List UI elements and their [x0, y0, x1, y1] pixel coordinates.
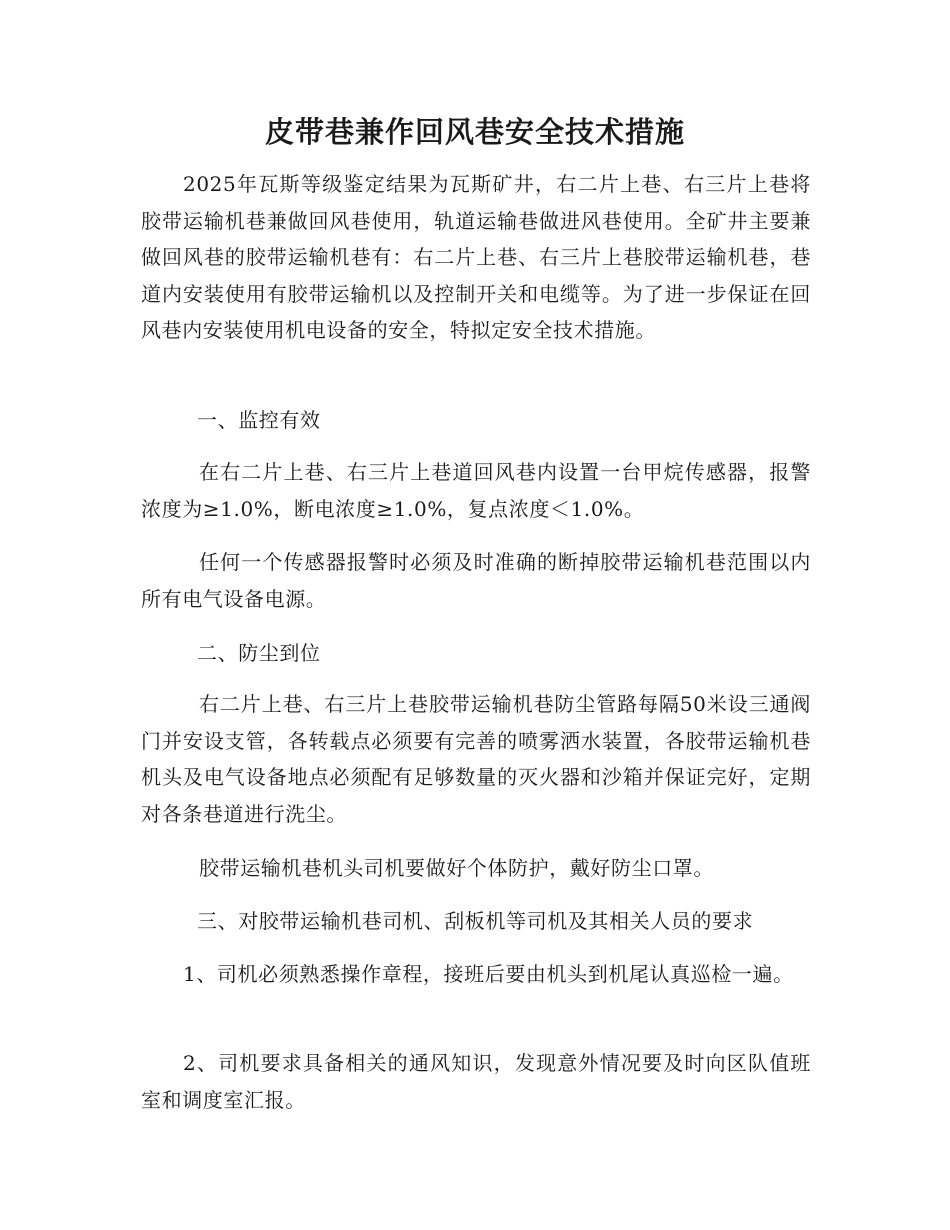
section3-item-2: 2、司机要求具备相关的通风知识，发现意外情况要及时向区队值班室和调度室汇报。	[141, 1051, 811, 1112]
document-title: 皮带巷兼作回风巷安全技术措施	[264, 115, 685, 149]
section3-heading: 三、对胶带运输机巷司机、刮板机等司机及其相关人员的要求	[197, 909, 754, 933]
section2-heading: 二、防尘到位	[197, 641, 321, 665]
section1-paragraph-2: 任何一个传感器报警时必须及时准确的断掉胶带运输机巷范围以内所有电气设备电源。	[141, 550, 811, 611]
section3-item-1: 1、司机必须熟悉操作章程，接班后要由机头到机尾认真巡检一遍。	[183, 962, 794, 986]
section2-paragraph-2: 胶带运输机巷机头司机要做好个体防护，戴好防尘口罩。	[199, 856, 714, 880]
section2-paragraph-1: 右二片上巷、右三片上巷胶带运输机巷防尘管路每隔50米设三通阀门并安设支管，各转载点必须要有完善的喷雾洒水装置，各胶带运输机巷机头及电气设备地点必须配有足够数量的灭火器和沙箱并保证完好，定期对各条巷道进行洗尘。	[141, 692, 811, 826]
section1-paragraph-1: 在右二片上巷、右三片上巷道回风巷内设置一台甲烷传感器，报警浓度为≥1.0%，断电浓度≥1.0%，复点浓度＜1.0%。	[141, 460, 811, 521]
intro-paragraph: 2025年瓦斯等级鉴定结果为瓦斯矿井，右二片上巷、右三片上巷将胶带运输机巷兼做回风巷使用，轨道运输巷做进风巷使用。全矿井主要兼做回风巷的胶带运输机巷有：右二片上巷、右三片上巷胶带运输机巷，巷道内安装使用有胶带运输机以及控制开关和电缆等。为了进一步保证在回风巷内安装使用机电设备的安全，特拟定安全技术措施。	[141, 172, 811, 342]
section1-heading: 一、监控有效	[197, 408, 321, 432]
